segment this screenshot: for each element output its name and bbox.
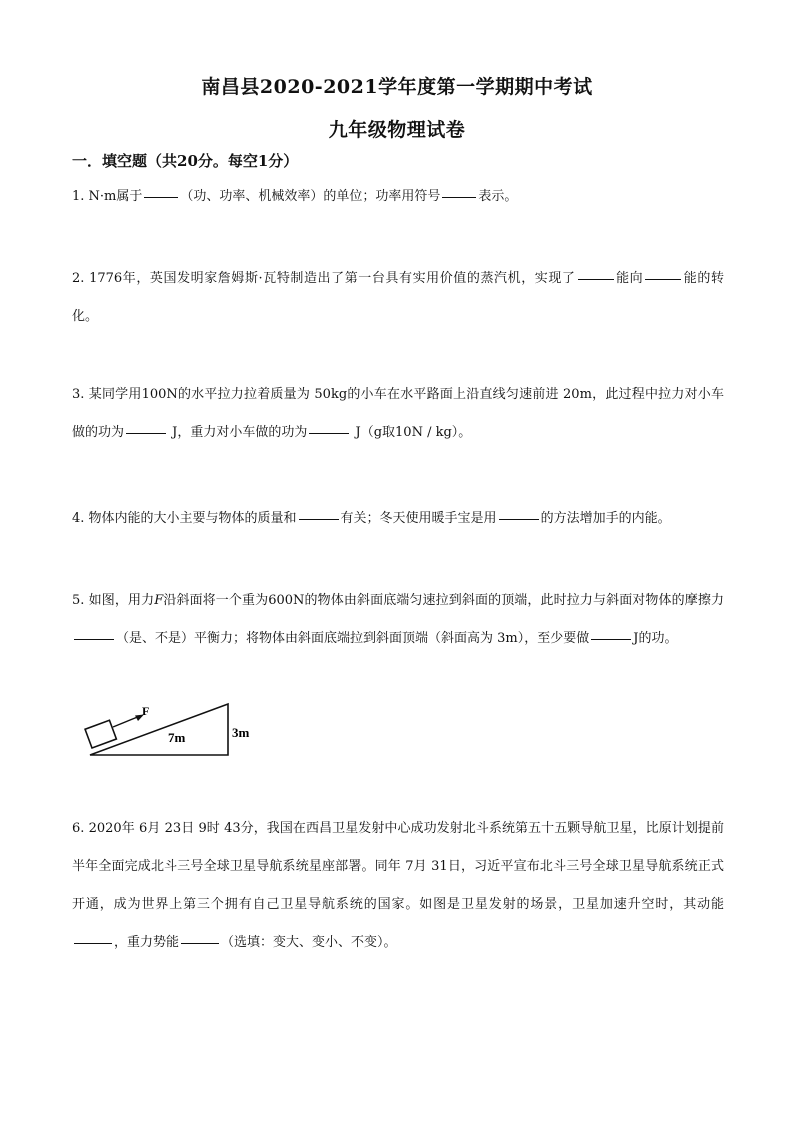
answer-blank [126,432,166,434]
question-2-text-a: 2. 1776年，英国发明家詹姆斯·瓦特制造出了第一台具有实用价值的蒸汽机，实现了 [72,271,576,286]
exam-title: 南昌县2020-2021学年度第一学期期中考试 [201,76,593,98]
question-6-text-c: （选填：变大、变小、不变）。 [221,935,397,950]
force-label: F [142,704,150,718]
question-4-text-c: 的方法增加手的内能。 [540,511,671,526]
answer-blank [591,638,631,640]
question-1-text-b: （功、功率、机械效率）的单位；功率用符号 [180,189,441,204]
force-symbol: F [154,593,164,608]
incline-triangle [90,704,228,755]
answer-blank [74,638,114,640]
answer-blank [74,942,112,944]
question-3-text-b: J，重力对小车做的功为 [168,425,308,440]
question-2 [72,260,724,336]
question-3-text-a: 3. 某同学用100N的水平拉力拉着质量为 50kg的小车在水平路面上沿直线匀速前进 20m，此过程中拉力对小车做的功为 [72,387,724,440]
force-arrow-line [113,716,140,727]
question-5-text-a: 5. 如图，用力 [72,593,155,608]
question-4-text-a: 4. 物体内能的大小主要与物体的质量和 [72,511,297,526]
question-1-text-c: 表示。 [478,189,518,204]
answer-blank [442,196,476,198]
question-3 [72,376,724,452]
height-label: 3m [232,725,250,740]
question-4 [72,500,724,538]
block-on-incline [85,720,116,748]
answer-blank [578,278,614,280]
question-3-text-c: J（g取10N / kg）。 [351,425,472,440]
answer-blank [645,278,681,280]
incline-figure [80,700,280,760]
question-2-text-c: 能的转化。 [72,271,724,324]
question-5-text-d: J的功。 [633,631,678,646]
exam-subtitle: 九年级物理试卷 [328,119,466,141]
block [85,720,116,748]
question-1 [72,178,724,216]
answer-blank [181,942,219,944]
question-2-text-b: 能向 [615,271,644,286]
answer-blank [499,518,539,520]
question-5-text-c: （是、不是）平衡力；将物体由斜面底端拉到斜面顶端（斜面高为 3m），至少要做 [116,631,590,646]
slope-length-label: 7m [168,730,186,745]
question-6-text-a: 6. 2020年 6月 23日 9时 43分，我国在西昌卫星发射中心成功发射北斗系统第五十五颗导航卫星，比原计划提前半年全面完成北斗三号全球卫星导航系统星座部署。同年 7月 31日，习近平宣布北斗三号全球卫星导航系统正式开通，成为世界上第三个拥有自己卫星导航系统的国家。如图是卫星发射的场景，卫星加速升空时，其动能 [72,821,724,912]
question-4-text-b: 有关；冬天使用暖手宝是用 [340,511,497,526]
question-6-text-b: ，重力势能 [114,935,180,950]
answer-blank [144,196,178,198]
answer-blank [299,518,339,520]
question-1-text-a: 1. N·m属于 [72,189,143,204]
question-6 [72,810,724,962]
answer-blank [309,432,349,434]
question-5-text-b: 沿斜面将一个重为600N的物体由斜面底端匀速拉到斜面的顶端，此时拉力与斜面对物体的摩擦力 [163,593,724,608]
question-5 [72,582,724,658]
section-heading-fill-in: 一．填空题（共20分。每空1分） [72,152,299,170]
